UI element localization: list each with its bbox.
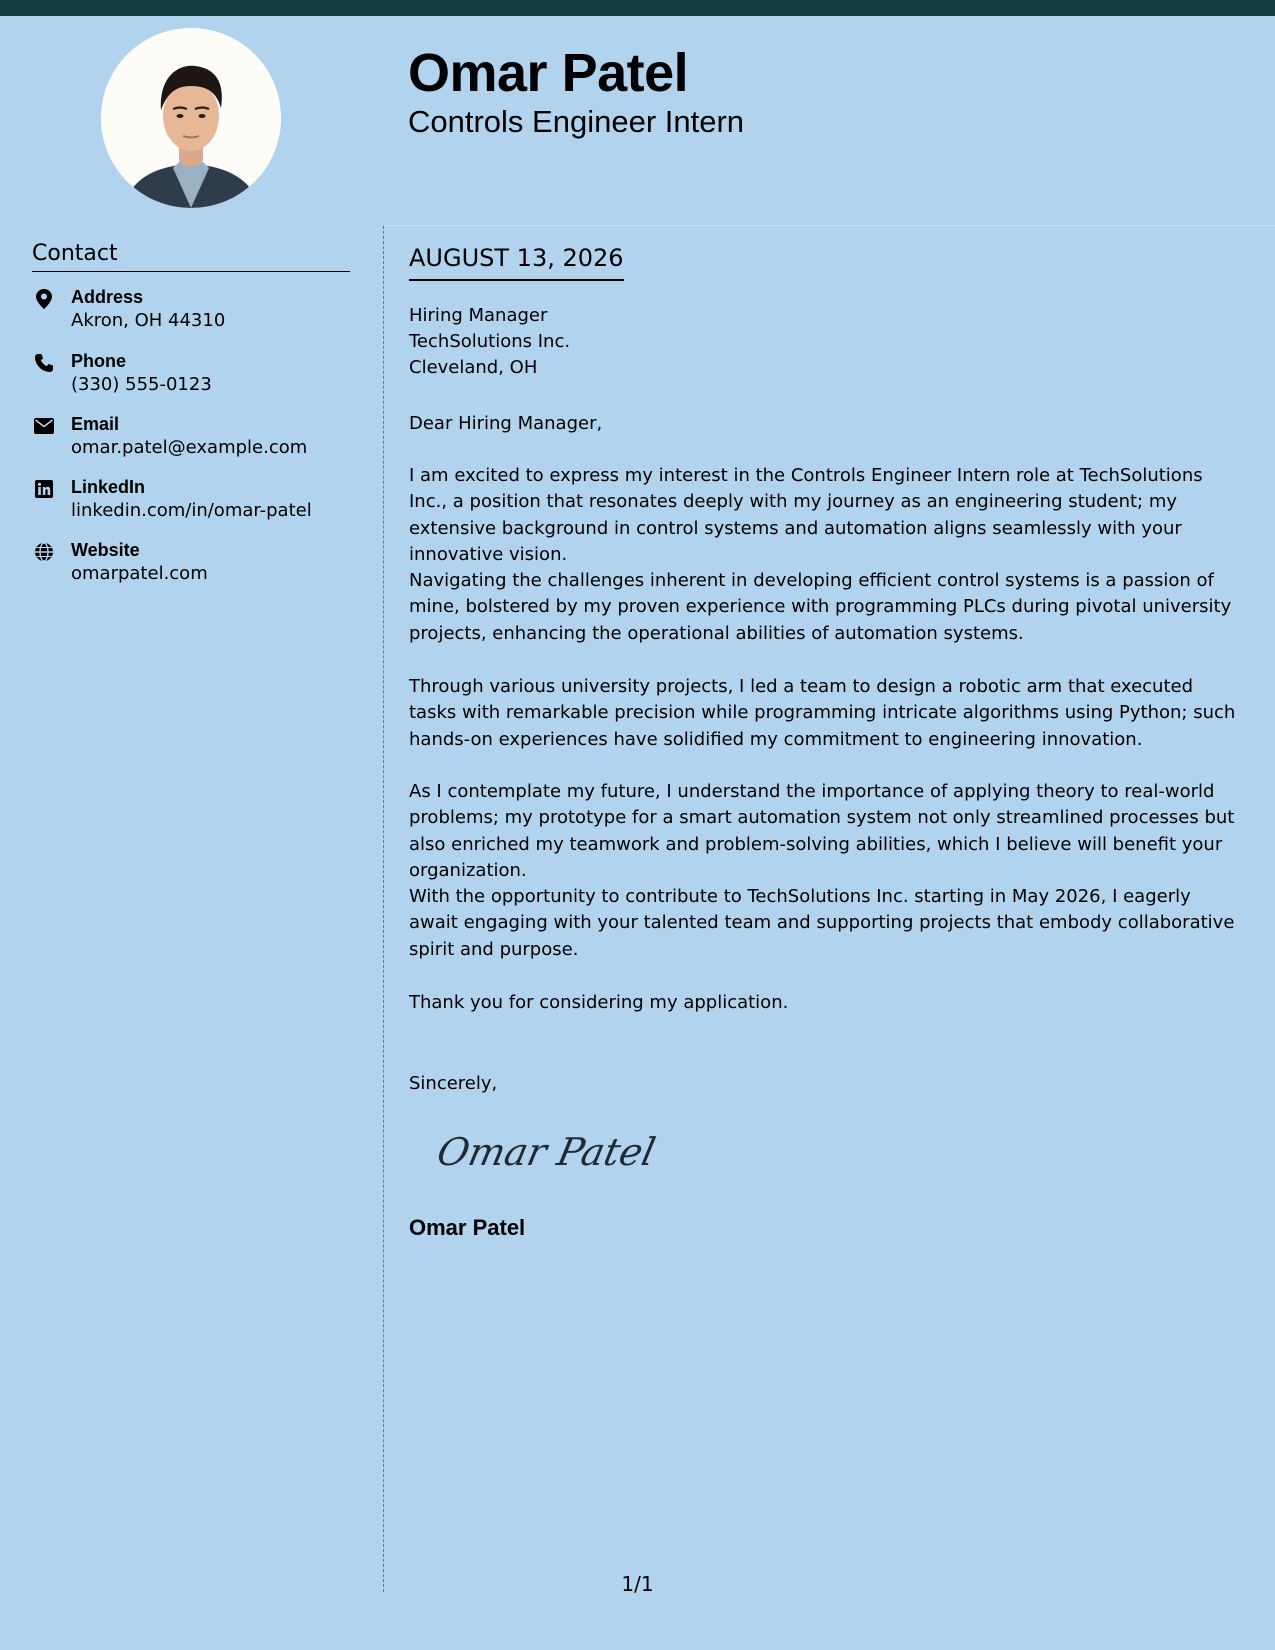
envelope-icon — [32, 414, 56, 438]
letter-paragraph: I am excited to express my interest in the Controls Engineer Intern role at TechSolutions Inc., a position that resonates deeply with my journey as an engineering student; my extensive background in control systems and automation aligns seamlessly with your innovative vision. — [409, 465, 1203, 565]
closing: Sincerely, — [409, 1073, 498, 1094]
phone-icon — [32, 351, 56, 375]
recipient-line: TechSolutions Inc. — [409, 331, 571, 352]
letter-date: AUGUST 13, 2026 — [409, 242, 624, 281]
signed-name: Omar Patel — [409, 1215, 526, 1240]
salutation: Dear Hiring Manager, — [409, 413, 603, 434]
header-divider — [384, 225, 1275, 226]
contact-label: Address — [71, 287, 144, 307]
recipient-block — [409, 303, 570, 381]
recipient-line: Cleveland, OH — [409, 357, 538, 378]
top-bar — [0, 0, 1275, 16]
contact-value: (330) 555-0123 — [71, 374, 212, 395]
letter-paragraph: Through various university projects, I led a team to design a robotic arm that executed tasks with remarkable precision while programming intricate algorithms using Python; such hands-on experiences have solidified my commitment to engineering innovation. — [409, 676, 1236, 750]
contact-label: Phone — [71, 351, 127, 371]
avatar — [101, 28, 281, 208]
letter-paragraph: Navigating the challenges inherent in developing efficient control systems is a passion of mine, bolstered by my proven experience with programming PLCs during pivotal university projects, enhancing the operational abilities of automation systems. — [409, 570, 1232, 644]
contact-label: Email — [71, 414, 120, 434]
handwritten-signature: Omar Patel — [433, 1130, 660, 1174]
contact-heading: Contact — [32, 240, 350, 272]
globe-icon — [32, 540, 56, 564]
applicant-name: Omar Patel — [408, 43, 689, 103]
letter-paragraph: As I contemplate my future, I understand the importance of applying theory to real-world problems; my prototype for a smart automation system not only streamlined processes but also enriched my teamwork and problem-solving abilities, which I believe will benefit your organization. — [409, 781, 1235, 881]
page-number: 1/1 — [621, 1572, 654, 1596]
job-title: Controls Engineer Intern — [408, 104, 745, 139]
contact-value: Akron, OH 44310 — [71, 310, 226, 331]
contact-label: LinkedIn — [71, 477, 146, 497]
contact-label: Website — [71, 540, 140, 560]
recipient-line: Hiring Manager — [409, 305, 548, 326]
contact-value: omarpatel.com — [71, 563, 208, 584]
linkedin-icon — [32, 477, 56, 501]
column-divider — [383, 226, 384, 1592]
letter-paragraph: With the opportunity to contribute to TechSolutions Inc. starting in May 2026, I eagerly await engaging with your talented team and supporting projects that embody collaborative spirit and purpose. — [409, 886, 1235, 960]
letter-paragraph: Thank you for considering my application. — [409, 992, 789, 1013]
map-pin-icon — [32, 287, 56, 311]
contact-value: omar.patel@example.com — [71, 437, 308, 458]
contact-value: linkedin.com/in/omar-patel — [71, 500, 312, 521]
